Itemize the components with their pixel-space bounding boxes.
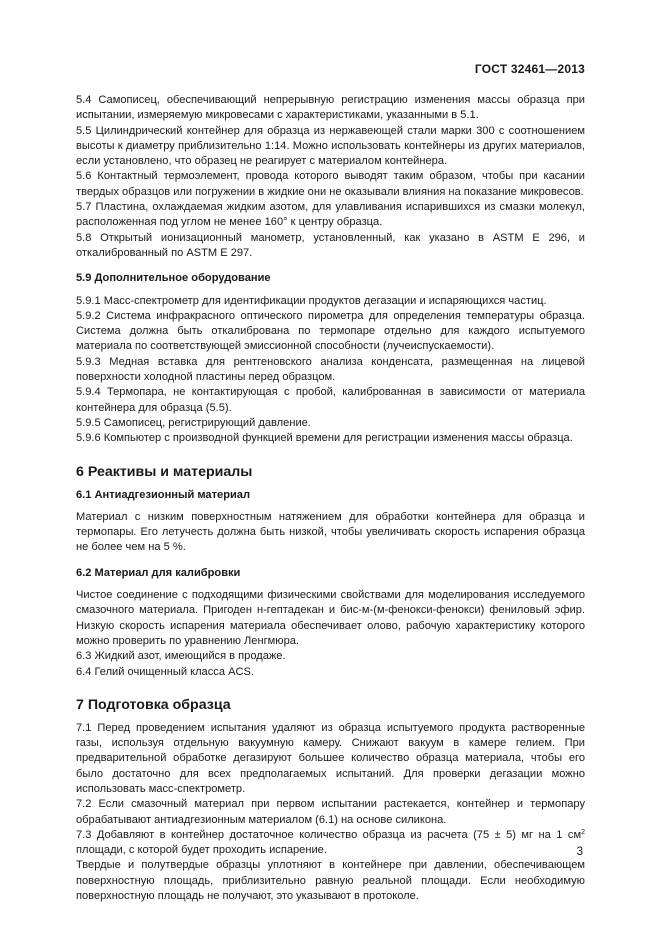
superscript-2: 2 — [581, 828, 585, 836]
spacer — [76, 680, 585, 696]
document-code: ГОСТ 32461—2013 — [474, 62, 585, 76]
heading-section-6: 6 Реактивы и материалы — [76, 463, 253, 480]
paragraph-6-3: 6.3 Жидкий азот, имеющийся в продаже. — [76, 650, 286, 663]
page-content — [76, 93, 585, 904]
paragraph-6-4: 6.4 Гелий очищенный класса ACS. — [76, 665, 254, 678]
paragraph-6-1: Материал с низким поверхностным натяжением для обработки контейнера для образца и термопары. Его летучесть должна быть низкой, чтобы увеличивать скорость испарения образца не более чем на 5 %. — [76, 510, 585, 554]
paragraph-7-1: 7.1 Перед проведением испытания удаляют из образца испытуемого продукта растворенные газы, используя отдельную вакуумную камеру. Снижают вакуум в камере гелием. При предварительной обработке дегазируют большее количество образца материала, чтобы его было достаточно для всех предполагаемых испытаний. Для проверки дегазации можно использовать масс-спектрометр. — [76, 721, 585, 795]
spacer — [76, 261, 585, 271]
paragraph-5-9-4: 5.9.4 Термопара, не контактирующая с пробой, калиброванная в зависимости от материала контейнера для образца (5.5). — [76, 386, 585, 414]
paragraph-6-2: Чистое соединение с подходящими физическими свойствами для моделирования исследуемого смазочного материала. Пригоден н-гептадекан и бис-м-(м-фенокси-фенокси) фениловый эфир. Низкую скорость испарения материала обеспечивает олово, рабочую характеристику которого можно проверить по уравнению Ленгмюра. — [76, 589, 585, 647]
spacer — [76, 581, 585, 588]
paragraph-5-9-5: 5.9.5 Самописец, регистрирующий давление. — [76, 416, 311, 429]
spacer — [76, 287, 585, 294]
page-number: 3 — [576, 846, 583, 858]
paragraph-7-3-text: 7.3 Добавляют в контейнер достаточное количество образца из расчета (75 ± 5) мг на 1 см — [76, 828, 582, 841]
heading-6-1: 6.1 Антиадгезионный материал — [76, 488, 251, 501]
spacer — [76, 447, 585, 463]
spacer — [76, 481, 585, 488]
paragraph-7-3-text-end: площади, с которой будет проходить испарение. — [76, 844, 327, 857]
heading-6-2: 6.2 Материал для калибровки — [76, 566, 241, 579]
paragraph-7-4: Твердые и полутвердые образцы уплотняют в контейнере при давлении, обеспечивающем поверхностную площадь, приблизительно равную реальной площади. Если необходимую поверхностную площадь не получают, это указывают в протоколе. — [76, 859, 585, 903]
paragraph-5-7: 5.7 Пластина, охлаждаемая жидким азотом, для улавливания испарившихся из смазки молекул, расположенная под углом не менее 160° к центру образца. — [76, 201, 585, 229]
heading-section-7: 7 Подготовка образца — [76, 696, 231, 713]
spacer — [76, 503, 585, 510]
heading-5-9: 5.9 Дополнительное оборудование — [76, 272, 271, 285]
paragraph-5-9-2: 5.9.2 Система инфракрасного оптического пирометра для определения температуры образца. Система должна быть откалибрована по термопаре отдельно для каждого испытуемого материала по соответствующей эмиссионной способности (лучеиспускаемости). — [76, 309, 585, 353]
paragraph-5-9-3: 5.9.3 Медная вставка для рентгеновского анализа конденсата, размещенная на лицевой поверхности холодной пластины перед образцом. — [76, 355, 585, 384]
paragraph-5-9-6: 5.9.6 Компьютер с производной функцией времени для регистрации изменения массы образца. — [76, 432, 573, 445]
paragraph-5-4: 5.4 Самописец, обеспечивающий непрерывную регистрацию изменения массы образца при испытании, измеряемую микровесами с характеристиками, указанными в 5.1. — [76, 94, 585, 122]
paragraph-5-6: 5.6 Контактный термоэлемент, провода которого выводят таким образом, чтобы при касании твердых образцов или погружении в жидкие они не оказывали влияния на показание микровесов. — [76, 170, 585, 198]
spacer — [76, 556, 585, 566]
paragraph-5-5: 5.5 Цилиндрический контейнер для образца из нержавеющей стали марки 300 с соотношением высоты к диаметру приблизительно 1:14. Можно использовать контейнеры из других материалов, если установлено, что образец не реагирует с материалом контейнера. — [76, 124, 585, 168]
paragraph-5-8: 5.8 Открытый ионизационный манометр, установленный, как указано в ASTM E 296, и откалиброванный по ASTM E 297. — [76, 231, 585, 259]
spacer — [76, 714, 585, 721]
paragraph-7-3 — [76, 828, 585, 859]
paragraph-7-2: 7.2 Если смазочный материал при первом испытании растекается, контейнер и термопару обрабатывают антиадгезионным материалом (6.1) на основе силикона. — [76, 798, 585, 826]
paragraph-5-9-1: 5.9.1 Масс-спектрометр для идентификации продуктов дегазации и испаряющихся частиц. — [76, 294, 547, 307]
